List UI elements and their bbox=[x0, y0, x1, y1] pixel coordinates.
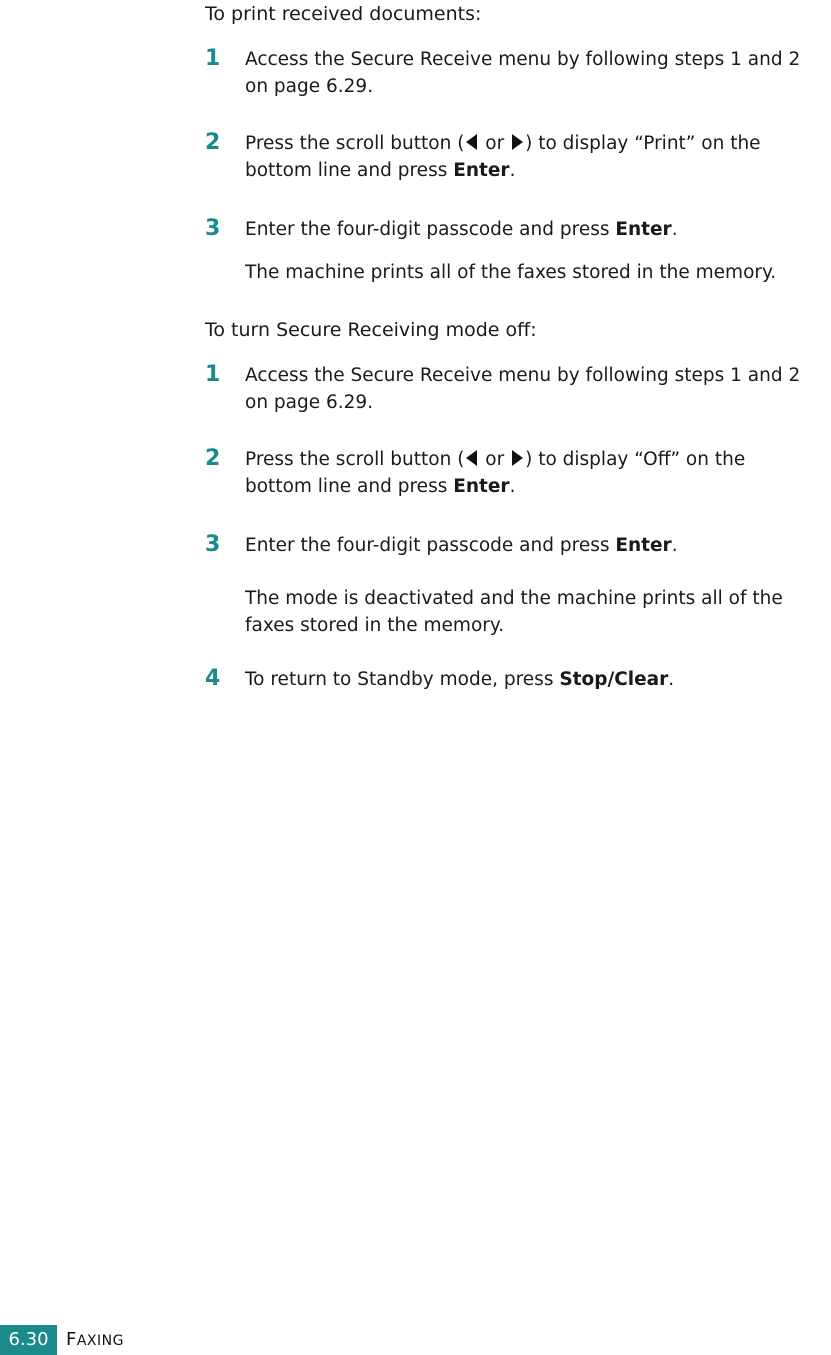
step-text: Press the scroll button ( or ) to display “Print” on the bottom line and press Enter. bbox=[245, 133, 761, 181]
section-heading-print: To print received documents: bbox=[205, 3, 482, 25]
left-arrow-icon bbox=[466, 134, 477, 150]
step-text: Enter the four-digit passcode and press Enter. bbox=[245, 219, 678, 240]
step-number: 3 bbox=[205, 216, 221, 241]
right-arrow-icon bbox=[512, 450, 523, 466]
section-heading-off: To turn Secure Receiving mode off: bbox=[205, 319, 537, 341]
left-arrow-icon bbox=[466, 450, 477, 466]
step-text: Press the scroll button ( or ) to display “Off” on the bottom line and press Enter. bbox=[245, 449, 746, 497]
step-text: To return to Standby mode, press Stop/Clear. bbox=[245, 669, 675, 690]
step-number: 2 bbox=[205, 446, 221, 471]
step-number: 4 bbox=[205, 666, 221, 691]
note-print: The machine prints all of the faxes stored in the memory. bbox=[245, 262, 777, 283]
step-text: Access the Secure Receive menu by following steps 1 and 2 on page 6.29. bbox=[245, 49, 801, 97]
right-arrow-icon bbox=[512, 134, 523, 150]
step-number: 1 bbox=[205, 46, 221, 71]
step-text: Access the Secure Receive menu by following steps 1 and 2 on page 6.29. bbox=[245, 365, 801, 413]
step-number: 3 bbox=[205, 532, 221, 557]
step-number: 2 bbox=[205, 130, 221, 155]
step-text: Enter the four-digit passcode and press Enter. bbox=[245, 535, 678, 556]
note-off: The mode is deactivated and the machine prints all of the faxes stored in the memory. bbox=[245, 588, 783, 636]
step-number: 1 bbox=[205, 362, 221, 387]
page-number: 6.30 bbox=[0, 1325, 57, 1355]
chapter-title: FAXING bbox=[66, 1329, 124, 1350]
